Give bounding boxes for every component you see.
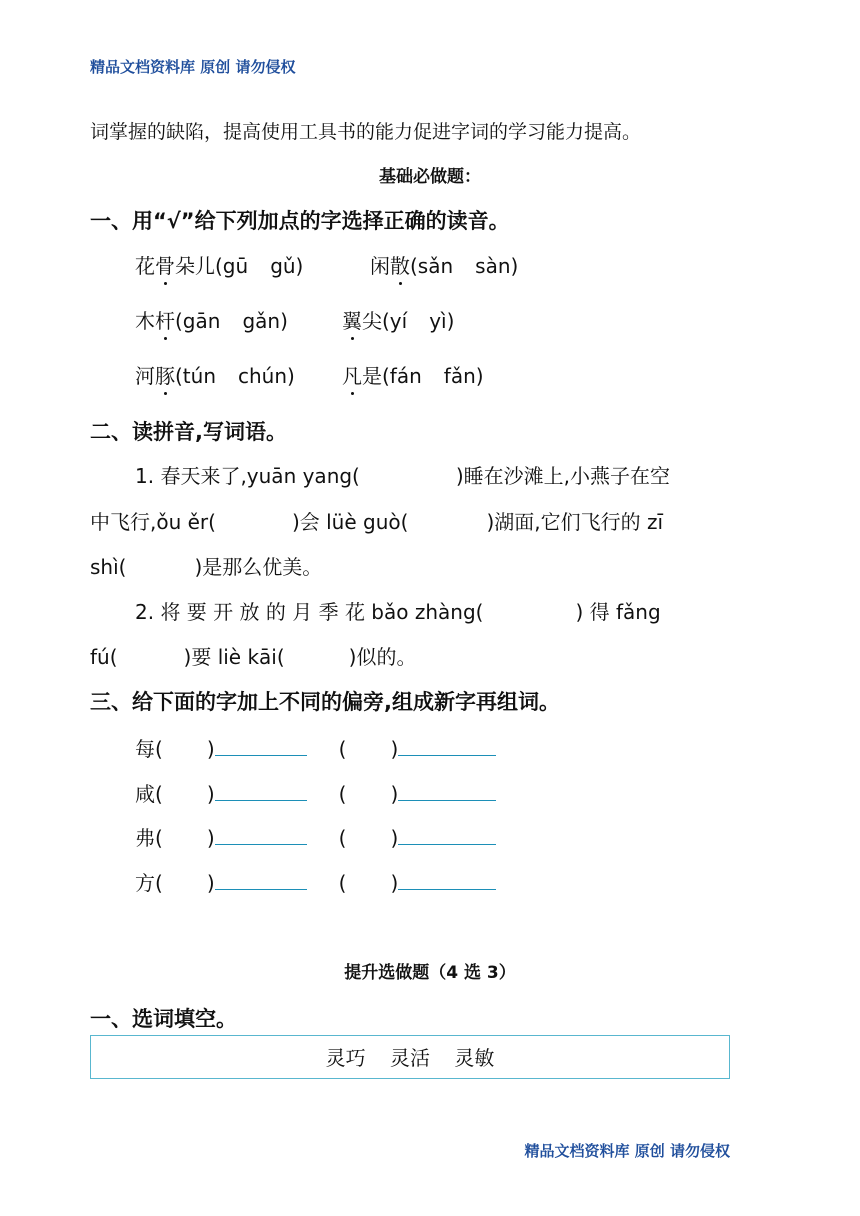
- basic-section-title: 基础必做题：: [379, 167, 481, 187]
- sentence-text: ) 得 fǎng: [575, 600, 661, 624]
- base-char: 方: [135, 871, 155, 895]
- word-part: 是: [362, 364, 382, 388]
- sentence-1-line-1: [135, 460, 670, 489]
- paren: (: [155, 782, 163, 806]
- base-char: 每: [135, 737, 155, 761]
- paren: (: [338, 826, 347, 850]
- dotted-char: 翼: [342, 305, 362, 334]
- word-line[interactable]: [398, 780, 496, 801]
- word-part: 河: [135, 364, 155, 388]
- paren: ): [390, 826, 399, 850]
- radical-row: [135, 822, 496, 851]
- word-option: 灵活: [390, 1046, 430, 1070]
- pinyin-item: [135, 250, 303, 279]
- base-char: 咸: [135, 782, 155, 806]
- sentence-text: )湖面,它们飞行的 zī: [486, 510, 664, 534]
- paren: ): [390, 871, 399, 895]
- pinyin-item: [342, 360, 484, 389]
- pinyin-option: (tún: [175, 364, 216, 388]
- paren: ): [206, 782, 215, 806]
- question-1-title: 一、用“√”给下列加点的字选择正确的读音。: [90, 209, 510, 233]
- question-2-title: 二、读拼音,写词语。: [90, 420, 287, 444]
- paren: (: [155, 737, 163, 761]
- pinyin-option: (fán: [382, 364, 422, 388]
- question-3-title: 三、给下面的字加上不同的偏旁,组成新字再组词。: [90, 690, 560, 714]
- radical-row: [135, 867, 496, 896]
- word-option: 灵巧: [325, 1046, 366, 1070]
- pinyin-option: (gū: [215, 254, 249, 278]
- word-part: 木: [135, 309, 155, 333]
- sentence-text: )会 lüè guò(: [291, 510, 409, 534]
- pinyin-option: sàn): [475, 254, 519, 278]
- advanced-section-title: 提升选做题（4 选 3）: [344, 963, 516, 983]
- pinyin-option: gǔ): [270, 254, 304, 278]
- dotted-char: 凡: [342, 360, 362, 389]
- pinyin-item: [342, 305, 454, 334]
- word-line[interactable]: [398, 824, 496, 845]
- word-part: 花: [135, 254, 155, 278]
- pinyin-option: chún): [238, 364, 295, 388]
- paren: ): [206, 737, 215, 761]
- paren: (: [338, 737, 347, 761]
- word-part: 闲: [370, 254, 390, 278]
- sentence-text: fú(: [90, 645, 118, 669]
- pinyin-option: (sǎn: [410, 254, 454, 278]
- sentence-text: 2. 将 要 开 放 的 月 季 花 bǎo zhàng(: [135, 600, 484, 624]
- sentence-text: shì(: [90, 555, 127, 579]
- word-line[interactable]: [398, 869, 496, 890]
- word-line[interactable]: [215, 869, 307, 890]
- paren: ): [206, 826, 215, 850]
- pinyin-option: gǎn): [242, 309, 288, 333]
- word-line[interactable]: [215, 780, 307, 801]
- pinyin-option: (yí: [382, 309, 408, 333]
- sentence-text: 1. 春天来了,yuān yang(: [135, 464, 360, 488]
- word-part: 朵儿: [175, 254, 215, 278]
- sentence-text: )似的。: [348, 645, 417, 669]
- question-4-title: 一、选词填空。: [90, 1007, 237, 1031]
- pinyin-item: [135, 360, 295, 389]
- sentence-1-line-2: [90, 506, 663, 535]
- pinyin-item: [370, 250, 518, 279]
- sentence-2-line-1: [135, 596, 661, 625]
- pinyin-item: [135, 305, 288, 334]
- dotted-char: 散: [390, 250, 410, 279]
- paren: ): [206, 871, 215, 895]
- dotted-char: 杆: [155, 305, 175, 334]
- sentence-1-line-3: [90, 551, 322, 580]
- paren: ): [390, 782, 399, 806]
- paren: (: [338, 871, 347, 895]
- footer-watermark: 精品文档资料库 原创 请勿侵权: [524, 1142, 730, 1160]
- word-option: 灵敏: [454, 1046, 495, 1070]
- dotted-char: 骨: [155, 250, 175, 279]
- sentence-text: 中飞行,ǒu ěr(: [90, 510, 216, 534]
- paren: (: [155, 871, 163, 895]
- sentence-2-line-2: [90, 641, 416, 670]
- radical-row: [135, 733, 496, 762]
- sentence-text: )是那么优美。: [194, 555, 323, 579]
- intro-text: 词掌握的缺陷，提高使用工具书的能力促进字词的学习能力提高。: [90, 121, 642, 143]
- paren: (: [155, 826, 163, 850]
- radical-row: [135, 778, 496, 807]
- paren: ): [390, 737, 399, 761]
- header-watermark: 精品文档资料库 原创 请勿侵权: [90, 58, 296, 76]
- word-line[interactable]: [215, 824, 307, 845]
- pinyin-option: yì): [429, 309, 455, 333]
- base-char: 弗: [135, 826, 155, 850]
- word-line[interactable]: [215, 735, 307, 756]
- paren: (: [338, 782, 347, 806]
- pinyin-option: fǎn): [443, 364, 484, 388]
- word-line[interactable]: [398, 735, 496, 756]
- sentence-text: )要 liè kāi(: [183, 645, 285, 669]
- word-part: 尖: [362, 309, 382, 333]
- pinyin-option: (gān: [175, 309, 221, 333]
- word-choice-box: [90, 1035, 730, 1079]
- dotted-char: 豚: [155, 360, 175, 389]
- sentence-text: )睡在沙滩上,小燕子在空: [455, 464, 671, 488]
